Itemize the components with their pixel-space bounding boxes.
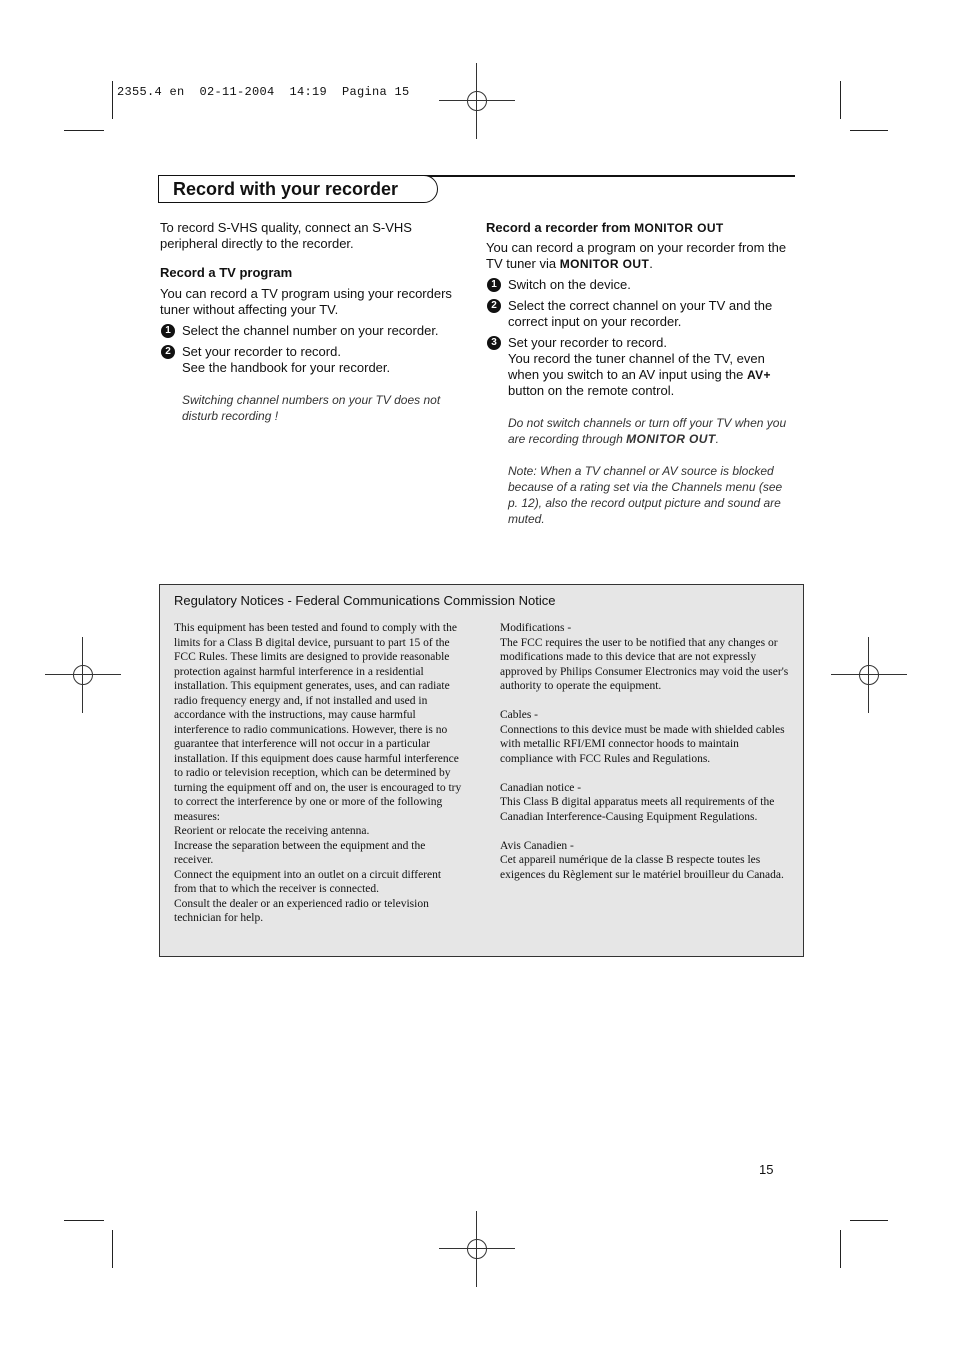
print-slug: 2355.4 en 02-11-2004 14:19 Pagina 15 [117,85,410,99]
note-text: Switching channel numbers on your TV does not disturb recording ! [182,393,441,423]
step-number-icon: 1 [487,278,501,292]
notice-heading: Cables - [500,709,539,721]
notice-paragraph: The FCC requires the user to be notified that any changes or modifications made to this device that are not expressly approved by Philips Consumer Electronics may void the user's authority to operate the equipment. [500,636,789,692]
step-text: Switch on the device. [508,277,631,292]
paragraph-smallcaps: MONITOR OUT [559,257,650,271]
notice-measure: Increase the separation between the equipment and the receiver. [174,839,426,866]
section-heading: Record a TV program [160,265,293,280]
crop-mark [64,130,104,131]
registration-mark-bottom [439,1211,515,1287]
section-paragraph [486,240,792,272]
notice-title: Regulatory Notices - Federal Communications Commission Notice [174,593,556,608]
crop-mark [840,81,841,119]
heading-text: Record a recorder from [486,220,635,235]
notice-paragraph: Cet appareil numérique de la classe B respecte toutes les exigences du Règlement sur le matériel brouilleur du Canada. [500,854,784,881]
crop-mark [850,1220,888,1221]
step-1 [160,323,468,339]
note-smallcaps: MONITOR OUT [626,432,716,446]
note-text [486,415,792,447]
step-number-icon: 3 [487,336,501,350]
step-text [508,351,792,399]
section-paragraph: You can record a TV program using your recorders tuner without affecting your TV. [160,286,452,317]
step-number-icon: 1 [161,324,175,338]
heading-smallcaps: MONITOR OUT [634,221,724,235]
step-text: Set your recorder to record. [508,335,667,350]
step-text: Set your recorder to record. [182,344,341,359]
note-text: Note: When a TV channel or AV source is blocked because of a rating set via the Channels menu (see p. 12), also the record output picture and sound are muted. [508,464,783,526]
registration-mark-right [831,637,907,713]
page-number: 15 [759,1162,774,1177]
crop-mark [840,1230,841,1268]
step-number-icon: 2 [487,299,501,313]
notice-paragraph: This Class B digital apparatus meets all requirements of the Canadian Interference-Causing Equipment Regulations. [500,796,775,823]
notice-heading: Canadian notice - [500,781,582,794]
step-text: See the handbook for your recorder. [182,360,391,375]
regulatory-notice-box [159,584,804,957]
paragraph-text: You can record a program on your recorder from the TV tuner via [486,240,787,271]
notice-left-column [174,621,466,926]
right-column [486,220,792,527]
step-text: button on the remote control. [508,383,675,398]
step-2 [486,298,792,330]
notice-paragraph: This equipment has been tested and found to comply with the limits for a Class B digital device, pursuant to part 15 of the FCC Rules. These limits are designed to provide reasonable protection against harmful interference in a residential installation. This equipment generates, uses, and can radiate radio frequency energy and, if not installed and used in accordance with the instructions, may cause harmful interference to radio communications. However, there is no guarantee that interference will not occur in a particular installation. If this equipment does cause harmful interference to radio or television reception, which can be determined by turning the equipment off and on, the user is encouraged to try to correct the interference by one or more of the following measures: [174,622,462,823]
note-text-part: Do not switch channels or turn off your TV when you are recording through [508,416,787,446]
crop-mark [850,130,888,131]
registration-mark-left [45,637,121,713]
step-2 [160,344,468,376]
notice-measure: Reorient or relocate the receiving antenna. [174,825,370,837]
notice-heading: Modifications - [500,622,572,634]
paragraph-text: . [649,256,653,271]
step-smallcaps: AV+ [746,368,771,382]
left-column [160,220,468,424]
step-text: You record the tuner channel of the TV, even when you switch to an AV input using the [508,351,765,382]
step-number-icon: 2 [161,345,175,359]
intro-text: To record S-VHS quality, connect an S-VHS peripheral directly to the recorder. [160,220,412,251]
registration-mark-top [439,63,515,139]
notice-measure: Consult the dealer or an experienced radio or television technician for help. [174,897,429,924]
crop-mark [112,1230,113,1268]
page-title: Record with your recorder [158,175,438,203]
step-3 [486,335,792,399]
step-text: Select the correct channel on your TV and the correct input on your recorder. [508,298,773,329]
notice-heading: Avis Canadien - [500,839,574,852]
notice-measure: Connect the equipment into an outlet on a circuit different from that to which the receiver is connected. [174,868,442,895]
notice-paragraph: Connections to this device must be made with shielded cables with metallic RFI/EMI connector hoods to maintain compliance with FCC Rules and Regulations. [500,723,785,765]
crop-mark [112,81,113,119]
note-text-part: . [715,432,719,446]
notice-right-column [500,621,792,882]
step-1 [486,277,792,293]
crop-mark [64,1220,104,1221]
step-text: Select the channel number on your recorder. [182,323,439,338]
section-heading [486,220,792,236]
